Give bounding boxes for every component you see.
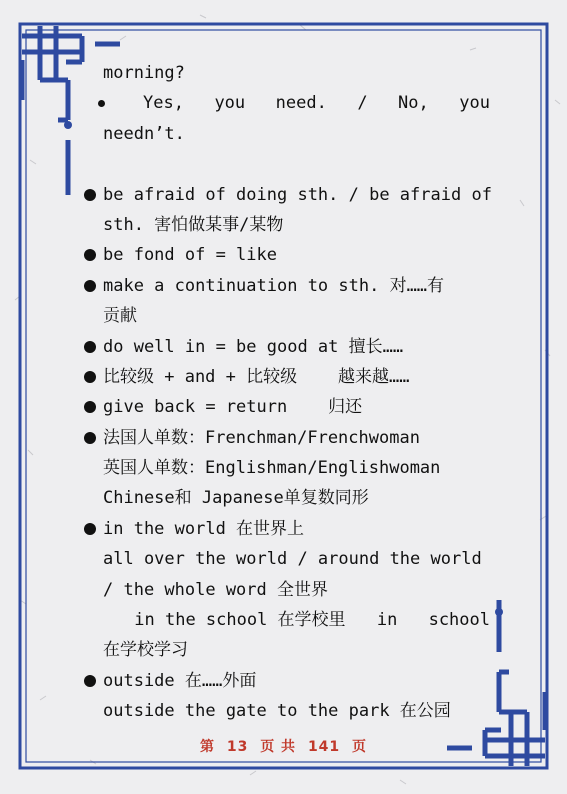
bullet-dot [84,280,96,292]
text-line: 英国人单数：Englishman/Englishwoman [103,458,441,479]
bullet-dot [84,523,96,535]
text-line: needn’t. [103,123,185,144]
total-pages: 141 [307,739,341,755]
text-line: 贡献 [103,306,137,327]
text-line: morning? [103,63,185,83]
text-line: Chinese和 Japanese单复数同形 [103,488,369,509]
footer-middle: 页 共 [260,739,297,755]
text-line: sth. 害怕做某事/某物 [103,214,284,235]
word: you [459,93,490,114]
word: Yes, [143,93,184,114]
bullet-dot [84,341,96,353]
word: in the school 在学校里 [134,610,346,631]
bullet-item [80,362,490,392]
item-text: make a continuation to sth. 对……有 [103,275,445,296]
bullet-dot [84,189,96,201]
bullet-dot [84,401,96,413]
item-text: be afraid of doing sth. / be afraid of [103,184,492,205]
text-line: all over the world / around the world [103,549,482,570]
bullet-dot [84,432,96,444]
word: school [428,610,490,631]
footer-prefix: 第 [199,739,215,755]
bullet-item [80,180,490,210]
word: need. [275,93,327,114]
item-text: outside 在……外面 [103,670,257,691]
item-text: 比较级 + and + 比较级 越来越…… [103,366,410,387]
bullet-dot [84,371,96,383]
word: you [214,93,246,114]
text-line: 在学校学习 [103,640,188,661]
bullet-item [80,240,490,270]
item-text: in the world 在世界上 [103,518,305,539]
ornament-dot-top [64,121,72,129]
footer-suffix: 页 [352,739,368,755]
ornament-dot-bottom [495,608,503,616]
text-line: / the whole word 全世界 [103,579,328,600]
word: No, [398,93,429,114]
word: / [357,93,368,114]
bullet-item [80,423,490,453]
bullet-item [80,392,490,422]
page-number: 13 [226,739,249,755]
item-text: give back = return 归还 [103,397,363,418]
text-line-justified [80,88,490,118]
blank-line [80,149,490,179]
bullet-item [80,666,490,696]
item-text: do well in = be good at 擅长…… [103,336,404,357]
bullet-item [80,514,490,544]
bullet-dot [84,675,96,687]
bullet-item [80,332,490,362]
bullet-item [80,271,490,301]
item-text: be fond of = like [103,245,277,266]
note-content [80,58,490,727]
word: in [376,610,398,631]
bullet-item-justified [80,605,490,635]
page-footer [0,736,567,756]
bullet-dot [84,249,96,261]
text-line: outside the gate to the park 在公园 [103,701,451,722]
item-text: 法国人单数：Frenchman/Frenchwoman [103,427,420,448]
